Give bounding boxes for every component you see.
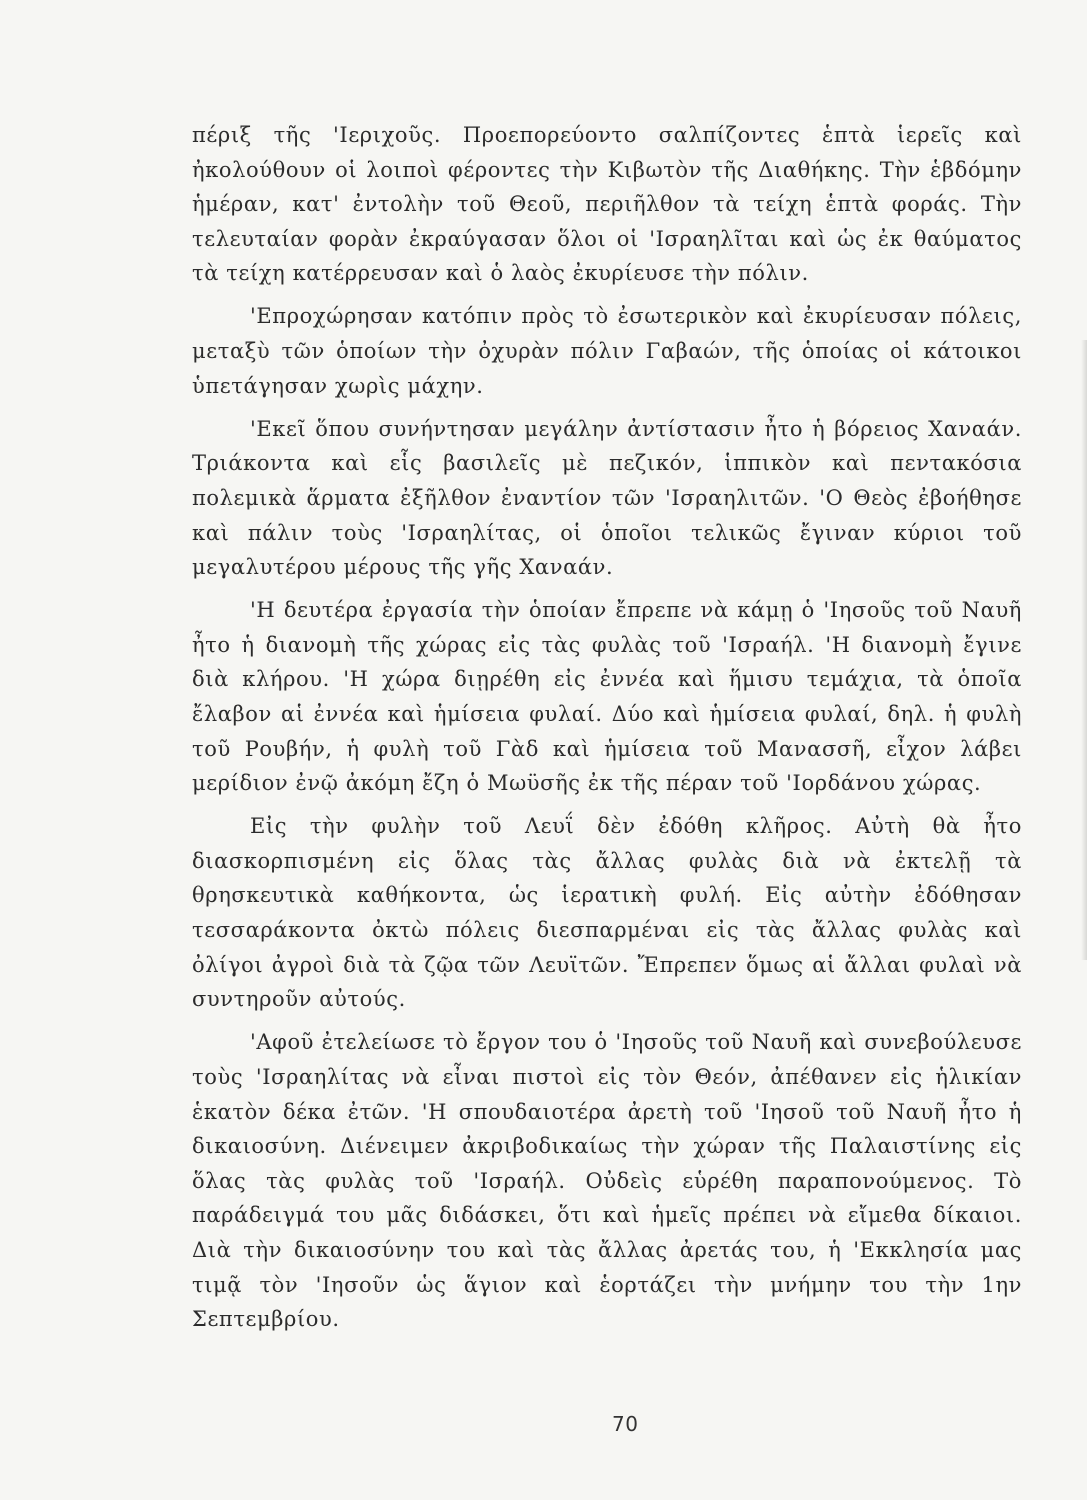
paragraph-6: 'Αφοῦ ἐτελείωσε τὸ ἔργον του ὁ 'Ιησοῦς τοῦ Ναυῆ καὶ συνεβούλευσε τοὺς 'Ισραηλίτας νὰ εἶναι πιστοὶ εἰς τὸν Θεόν, ἀπέθανεν εἰς ἡλικίαν ἑκατὸν δέκα ἐτῶν. 'Η σπουδαιοτέρα ἀρετὴ τοῦ 'Ιησοῦ τοῦ Ναυῆ ἦτο ἡ δικαιοσύνη. Διένειμεν ἀκριβοδικαίως τὴν χώραν τῆς Παλαιστίνης εἰς ὅλας τὰς φυλὰς τοῦ 'Ισραήλ. Οὐδεὶς εὑρέθη παραπονούμενος. Τὸ παράδειγμά του μᾶς διδάσκει, ὅτι καὶ ἡμεῖς πρέπει νὰ εἴμεθα δίκαιοι. Διὰ τὴν δικαιοσύνην του καὶ τὰς ἄλλας ἀρετάς του, ἡ 'Εκκλησία μας τιμᾷ τὸν 'Ιησοῦν ὡς ἅγιον καὶ ἑορτάζει τὴν μνήμην του τὴν 1ην Σεπτεμβρίου. — [192, 1030, 1022, 1332]
page-number: 70 — [612, 1412, 639, 1436]
page-edge-shadow — [1081, 340, 1087, 960]
paragraph-2: 'Επροχώρησαν κατόπιν πρὸς τὸ ἐσωτερικὸν καὶ ἐκυρίευσαν πόλεις, μεταξὺ τῶν ὁποίων τὴν ὀχυρὰν πόλιν Γαβαών, τῆς ὁποίας οἱ κάτοικοι ὑπετάγησαν χωρὶς μάχην. — [192, 304, 1022, 398]
paragraph-1: πέριξ τῆς 'Ιεριχοῦς. Προεπορεύοντο σαλπίζοντες ἑπτὰ ἱερεῖς καὶ ἠκολούθουν οἱ λοιποὶ φέροντες τὴν Κιβωτὸν τῆς Διαθήκης. Τὴν ἑβδόμην ἡμέραν, κατ' ἐντολὴν τοῦ Θεοῦ, περιῆλθον τὰ τείχη ἑπτὰ φοράς. Τὴν τελευταίαν φορὰν ἐκραύγασαν ὅλοι οἱ 'Ισραηλῖται καὶ ὡς ἐκ θαύματος τὰ τείχη κατέρρευσαν καὶ ὁ λαὸς ἐκυρίευσε τὴν πόλιν. — [192, 123, 1022, 286]
body-text — [192, 118, 1022, 1337]
paragraph-4: 'Η δευτέρα ἐργασία τὴν ὁποίαν ἔπρεπε νὰ κάμῃ ὁ 'Ιησοῦς τοῦ Ναυῆ ἦτο ἡ διανομὴ τῆς χώρας εἰς τὰς φυλὰς τοῦ 'Ισραήλ. 'Η διανομὴ ἔγινε διὰ κλήρου. 'Η χώρα διῃρέθη εἰς ἐννέα καὶ ἥμισυ τεμάχια, τὰ ὁποῖα ἔλαβον αἱ ἐννέα καὶ ἡμίσεια φυλαί. Δύο καὶ ἡμίσεια φυλαί, δηλ. ἡ φυλὴ τοῦ Ρουβήν, ἡ φυλὴ τοῦ Γὰδ καὶ ἡμίσεια τοῦ Μανασσῆ, εἶχον λάβει μερίδιον ἐνῷ ἀκόμη ἔζη ὁ Μωϋσῆς ἐκ τῆς πέραν τοῦ 'Ιορδάνου χώρας. — [192, 598, 1022, 796]
paragraph-3: 'Εκεῖ ὅπου συνήντησαν μεγάλην ἀντίστασιν ἦτο ἡ βόρειος Χαναάν. Τριάκοντα καὶ εἷς βασιλεῖς μὲ πεζικόν, ἱππικὸν καὶ πεντακόσια πολεμικὰ ἅρματα ἐξῆλθον ἐναντίον τῶν 'Ισραηλιτῶν. 'Ο Θεὸς ἐβοήθησε καὶ πάλιν τοὺς 'Ισραηλίτας, οἱ ὁποῖοι τελικῶς ἔγιναν κύριοι τοῦ μεγαλυτέρου μέρους τῆς γῆς Χαναάν. — [192, 416, 1022, 580]
paragraph-5: Εἰς τὴν φυλὴν τοῦ Λευΐ δὲν ἐδόθη κλῆρος. Αὐτὴ θὰ ἦτο διασκορπισμένη εἰς ὅλας τὰς ἄλλας φυλὰς διὰ νὰ ἐκτελῇ τὰ θρησκευτικὰ καθήκοντα, ὡς ἱερατικὴ φυλή. Εἰς αὐτὴν ἐδόθησαν τεσσαράκοντα ὀκτὼ πόλεις διεσπαρμέναι εἰς τὰς ἄλλας φυλὰς καὶ ὀλίγοι ἀγροὶ διὰ τὰ ζῷα τῶν Λευϊτῶν. Ἔπρεπεν ὅμως αἱ ἄλλαι φυλαὶ νὰ συντηροῦν αὐτούς. — [192, 814, 1022, 1012]
